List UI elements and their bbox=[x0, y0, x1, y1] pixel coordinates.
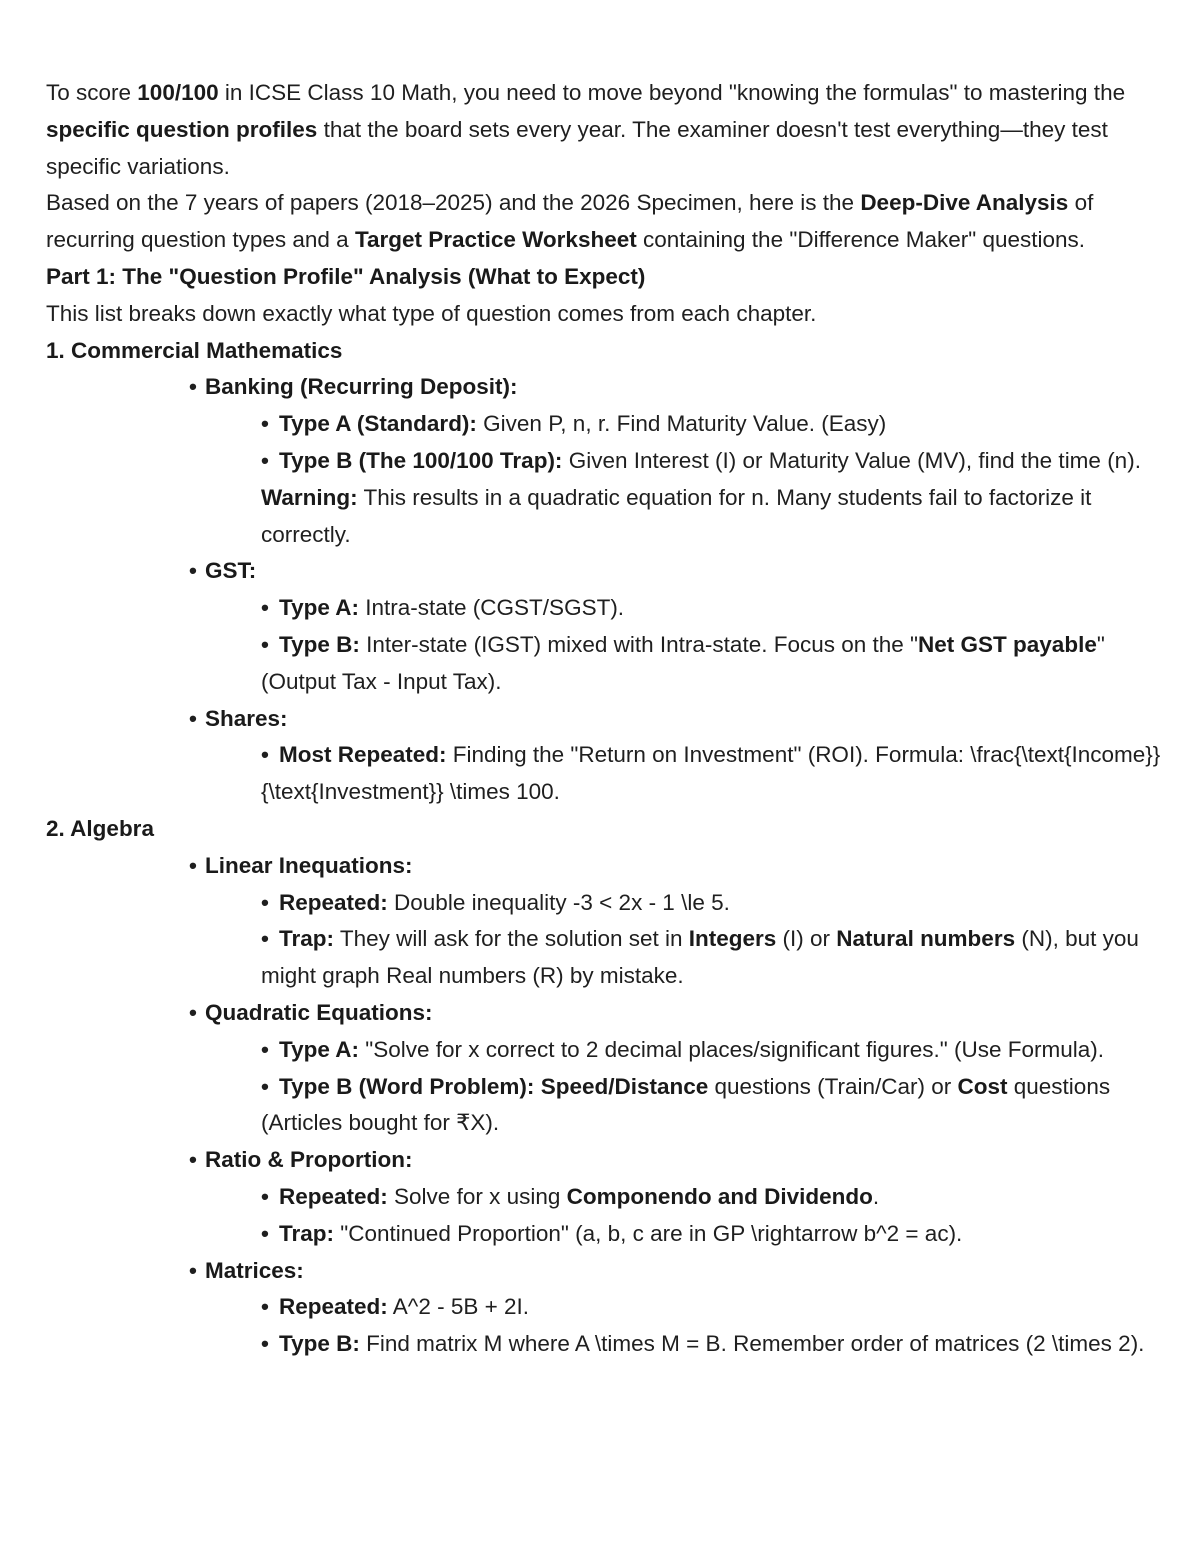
bullet-icon: • bbox=[261, 1294, 269, 1320]
bullet-icon: • bbox=[261, 411, 269, 437]
topic-label: Quadratic Equations: bbox=[205, 999, 433, 1025]
intro-emphasis: specific question profiles bbox=[46, 116, 318, 142]
bullet-icon: • bbox=[261, 1073, 269, 1099]
item-ratio-repeated bbox=[46, 1179, 1161, 1216]
item-text: Given P, n, r. Find Maturity Value. (Easy) bbox=[476, 411, 887, 437]
item-text: Given Interest (I) or Maturity Value (MV), find the time (n). bbox=[562, 447, 1141, 473]
item-text: (N), but you might graph Real numbers (R) by mistake. bbox=[261, 926, 1139, 989]
item-matrices-repeated bbox=[46, 1289, 1161, 1326]
section-title-algebra bbox=[46, 811, 1161, 848]
bullet-icon: • bbox=[261, 1183, 269, 1209]
bullet-icon: • bbox=[189, 999, 197, 1025]
topic-ratio-proportion bbox=[46, 1142, 1161, 1179]
item-text: Double inequality -3 < 2x - 1 \le 5. bbox=[387, 889, 730, 915]
intro-emphasis: Target Practice Worksheet bbox=[354, 227, 637, 253]
topic-label: Matrices: bbox=[205, 1257, 304, 1283]
item-banking-type-b bbox=[46, 443, 1161, 553]
intro-text: Based on the 7 years of papers (2018–2025) and the 2026 Specimen, here is the bbox=[46, 190, 861, 216]
section-title-text: 1. Commercial Mathematics bbox=[46, 337, 343, 363]
bullet-icon: • bbox=[189, 705, 197, 731]
intro-score: 100/100 bbox=[137, 80, 219, 105]
bullet-icon: • bbox=[261, 1331, 269, 1357]
item-emphasis: Cost bbox=[957, 1073, 1008, 1099]
bullet-icon: • bbox=[261, 926, 269, 952]
warning-label: Warning: bbox=[261, 484, 358, 510]
item-label: Repeated: bbox=[279, 1294, 388, 1320]
item-matrices-type-b bbox=[46, 1326, 1161, 1363]
item-text: questions (Train/Car) or bbox=[708, 1073, 958, 1099]
topic-matrices bbox=[46, 1253, 1161, 1290]
item-ratio-trap bbox=[46, 1216, 1161, 1253]
topic-label: Banking (Recurring Deposit): bbox=[205, 374, 518, 400]
item-text: "Continued Proportion" (a, b, c are in GP \rightarrow b^2 = ac). bbox=[334, 1220, 963, 1246]
item-label: Trap: bbox=[279, 1220, 335, 1246]
item-text: "Solve for x correct to 2 decimal places/significant figures." (Use Formula). bbox=[359, 1036, 1105, 1062]
bullet-icon: • bbox=[189, 374, 197, 400]
item-text: A^2 - 5B + 2I. bbox=[387, 1294, 530, 1320]
bullet-icon: • bbox=[189, 1147, 197, 1173]
topic-label: Linear Inequations: bbox=[205, 852, 413, 878]
item-linear-repeated bbox=[46, 885, 1161, 922]
item-text: Inter-state (IGST) mixed with Intra-state. Focus on the " bbox=[359, 631, 919, 657]
topic-shares bbox=[46, 701, 1161, 738]
topic-banking bbox=[46, 369, 1161, 406]
topic-gst bbox=[46, 553, 1161, 590]
bullet-icon: • bbox=[261, 595, 269, 621]
item-label: Repeated: bbox=[279, 1183, 388, 1209]
part1-heading bbox=[46, 259, 1161, 296]
item-emphasis: Speed/Distance bbox=[540, 1073, 709, 1099]
item-label: Type B: bbox=[279, 1331, 360, 1357]
intro-text: that the board sets every year. The examiner doesn't test everything—they test specific variations. bbox=[46, 116, 1108, 179]
intro-text: To score bbox=[46, 80, 138, 105]
item-text: Finding the "Return on Investment" (ROI). Formula: \frac{\text{Income}}{\text{Investment}} \times 100. bbox=[261, 742, 1161, 805]
item-emphasis: Natural numbers bbox=[836, 926, 1016, 952]
item-text: They will ask for the solution set in bbox=[334, 926, 689, 952]
item-text: " (Output Tax - Input Tax). bbox=[261, 631, 1105, 694]
item-emphasis: Integers bbox=[688, 926, 777, 952]
topic-label: Ratio & Proportion: bbox=[205, 1147, 413, 1173]
item-text: questions (Articles bought for ₹X). bbox=[261, 1073, 1111, 1136]
item-emphasis: Componendo and Dividendo bbox=[566, 1183, 873, 1209]
bullet-icon: • bbox=[189, 852, 197, 878]
bullet-icon: • bbox=[261, 742, 269, 768]
item-text: Intra-state (CGST/SGST). bbox=[359, 595, 625, 621]
intro-paragraph-2 bbox=[46, 185, 1161, 259]
topic-label: Shares: bbox=[205, 705, 288, 731]
item-text: Solve for x using bbox=[387, 1183, 567, 1209]
part1-subtitle: This list breaks down exactly what type of question comes from each chapter. bbox=[46, 300, 817, 326]
item-label: Type A: bbox=[279, 1036, 360, 1062]
intro-text: in ICSE Class 10 Math, you need to move beyond "knowing the formulas" to mastering the bbox=[218, 80, 1126, 105]
item-text: . bbox=[872, 1183, 880, 1209]
item-text: (I) or bbox=[776, 926, 837, 952]
bullet-icon: • bbox=[261, 631, 269, 657]
item-label: Type B: bbox=[279, 631, 360, 657]
item-quadratic-type-b bbox=[46, 1069, 1161, 1143]
bullet-icon: • bbox=[261, 1220, 269, 1246]
item-linear-trap bbox=[46, 921, 1161, 995]
item-gst-type-b bbox=[46, 627, 1161, 701]
item-label: Type A: bbox=[279, 595, 360, 621]
item-label: Type B (Word Problem): bbox=[279, 1073, 535, 1099]
topic-label: GST: bbox=[205, 558, 257, 584]
bullet-icon: • bbox=[189, 558, 197, 584]
item-gst-type-a bbox=[46, 590, 1161, 627]
item-text: This results in a quadratic equation for n. Many students fail to factorize it correctly. bbox=[261, 484, 1092, 547]
item-label: Type A (Standard): bbox=[279, 411, 477, 437]
item-text: Find matrix M where A \times M = B. Remember order of matrices (2 \times 2). bbox=[359, 1331, 1145, 1357]
document-page bbox=[46, 75, 1161, 1363]
section-title-commercial bbox=[46, 333, 1161, 370]
bullet-icon: • bbox=[189, 1257, 197, 1283]
bullet-icon: • bbox=[261, 889, 269, 915]
item-label: Trap: bbox=[279, 926, 335, 952]
item-label: Most Repeated: bbox=[279, 742, 447, 768]
item-quadratic-type-a bbox=[46, 1032, 1161, 1069]
item-banking-type-a bbox=[46, 406, 1161, 443]
bullet-icon: • bbox=[261, 1036, 269, 1062]
intro-emphasis: Deep-Dive Analysis bbox=[860, 190, 1069, 216]
intro-text: containing the "Difference Maker" questions. bbox=[636, 227, 1086, 253]
section-title-text: 2. Algebra bbox=[46, 815, 154, 841]
part1-heading-text: Part 1: The "Question Profile" Analysis (What to Expect) bbox=[46, 263, 646, 289]
topic-quadratic-equations bbox=[46, 995, 1161, 1032]
item-label: Repeated: bbox=[279, 889, 388, 915]
intro-text: of recurring question types and a bbox=[46, 190, 1094, 253]
item-emphasis: Net GST payable bbox=[918, 631, 1097, 657]
bullet-icon: • bbox=[261, 447, 269, 473]
intro-paragraph-1 bbox=[46, 75, 1161, 185]
item-shares-repeated bbox=[46, 737, 1161, 811]
item-label: Type B (The 100/100 Trap): bbox=[279, 447, 563, 473]
topic-linear-inequations bbox=[46, 848, 1161, 885]
